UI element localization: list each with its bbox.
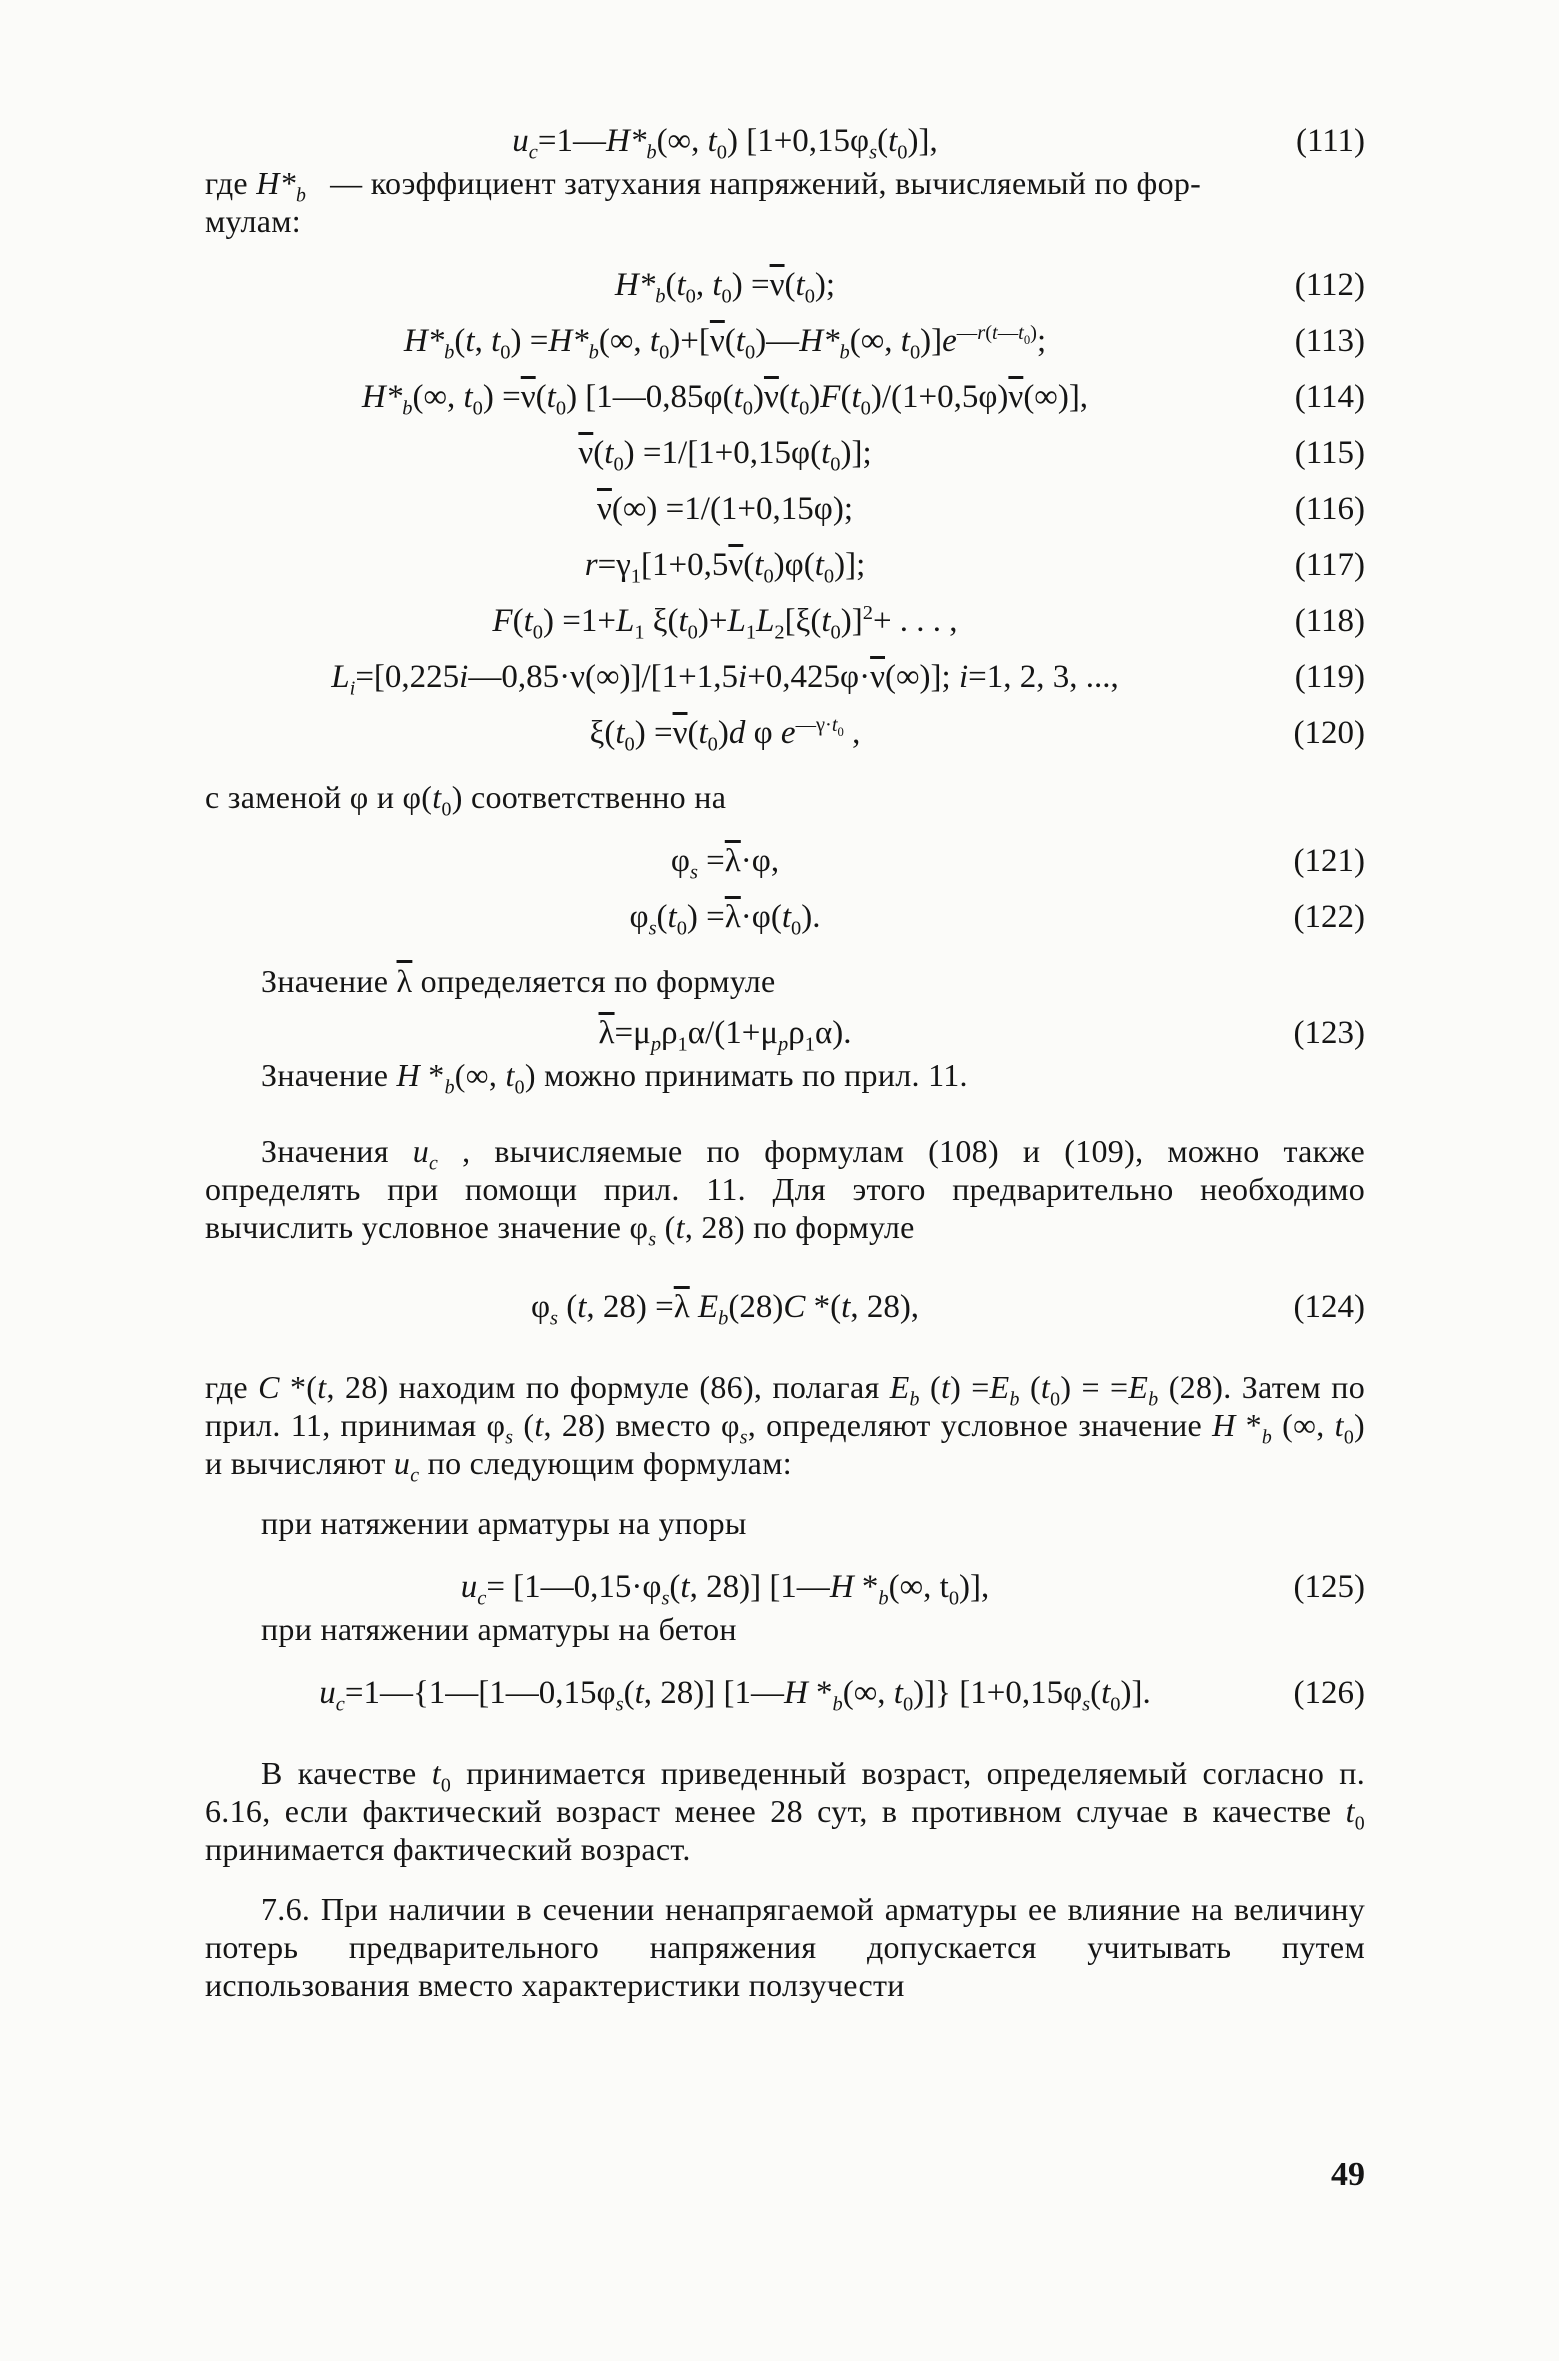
equation-115 xyxy=(205,430,1365,476)
equation-number: (126) xyxy=(1293,1675,1365,1711)
formula: $L_i=[0,225i—0,85\cdot\nu(\infty)]/[1+1,5i+0,425\varphi\cdot\overline{\nu}(\infty)]$; i=1, 2, 3, ..., xyxy=(331,659,1119,700)
formula: $H*_b(t_0$, $t_0) =\overline{\nu}(t_0)$; xyxy=(614,267,836,308)
equation-117 xyxy=(205,542,1365,588)
where-hb-body: — коэффициент затухания напряжений, вычисляемый по фор- xyxy=(330,165,1202,201)
lambda-formula-text: Значение $\overline{\lambda}$ определяется по формуле xyxy=(261,963,776,999)
equation-number: (116) xyxy=(1294,491,1365,527)
formula: $H*_b(\infty$, $t_0) =\overline{\nu}(t_0)$ $[1—0,85\varphi(t_0)\overline{\nu}(t_0)F(t_0)/(1+0,5\varphi)\overline{\nu}(\infty)]$, xyxy=(361,379,1089,420)
formula: $\overline{\lambda}=\mu_p\rho_1\alpha/(1+\mu_p\rho_1\alpha)$. xyxy=(598,1015,852,1056)
formula: $\overline{\nu}(t_0) =1/[1+0,15\varphi(t_0)]$; xyxy=(578,435,872,476)
tension-concrete-label: при натяжении арматуры на бетон xyxy=(261,1611,737,1647)
where-hb-lead: где $H*_b$ xyxy=(205,165,307,207)
equation-number: (124) xyxy=(1293,1289,1365,1325)
where-hb-line xyxy=(205,164,1365,207)
page-number: 49 xyxy=(1331,2156,1365,2193)
equation-number: (122) xyxy=(1293,899,1365,935)
equation-number: (120) xyxy=(1293,715,1365,751)
equation-111 xyxy=(205,118,1365,164)
equation-119 xyxy=(205,654,1365,700)
formula: $\xi(t_0) =\overline{\nu}(t_0)d$ φ $e^{—\gamma\cdot t_0}$ , xyxy=(589,714,861,756)
equation-number: (123) xyxy=(1293,1015,1365,1051)
equation-122 xyxy=(205,894,1365,940)
equation-number: (119) xyxy=(1294,659,1365,695)
section-7-6-paragraph: 7.6. При наличии в сечении ненапрягаемой арматуры ее влияние на величину потерь предварительного напряжения допускается учитывать путем использования вместо характеристики ползучести xyxy=(205,1891,1365,2003)
where-hb-cont: мулам: xyxy=(205,203,301,239)
formula: $\varphi_s$ (t, $28) =\overline{\lambda}$ $E_b(28)C$ *(t, 28), xyxy=(530,1289,920,1330)
formula: $r=\gamma_1[1+0,5\overline{\nu}(t_0)\varphi(t_0)]$; xyxy=(584,547,866,588)
equation-number: (113) xyxy=(1294,323,1365,359)
formula: $u_c=$ [$1—0,15\cdot\varphi_s(t$, 28)] [1—H $*_b(\infty$, $t_0$)], xyxy=(460,1569,990,1610)
equation-number: (112) xyxy=(1294,267,1365,303)
formula: $H*_b(t$, $t_0) =H*_b(\infty$, $t_0)+[\overline{\nu}(t_0)—H*_b(\infty$, $t_0)]e^{—r(t—t_0)}$; xyxy=(403,322,1047,364)
replace-phi-text: с заменой φ и $\varphi(t_0)$ соответственно на xyxy=(205,779,727,821)
formula: $\overline{\nu}(\infty) =1/(1+0,15\varphi)$; xyxy=(596,491,853,527)
equation-number: (125) xyxy=(1293,1569,1365,1605)
equation-118 xyxy=(205,598,1365,644)
equation-number: (111) xyxy=(1295,123,1365,159)
equation-112 xyxy=(205,262,1365,308)
formula: $u_c=1—H*_b(\infty$, $t_0$) $[1+0,15\varphi_s(t_0)]$, xyxy=(512,123,938,164)
equation-126 xyxy=(205,1670,1365,1716)
equation-number: (118) xyxy=(1294,603,1365,639)
equation-124 xyxy=(205,1284,1365,1330)
equation-125 xyxy=(205,1564,1365,1610)
equation-121 xyxy=(205,838,1365,884)
page-body xyxy=(205,118,1365,2004)
formula: $u_c=1—\{1—[1—0,15\varphi_s(t$, 28)] [1—H $*_b(\infty$, $t_0$)]} $[1+0,15\varphi_s(t_0)]$. xyxy=(319,1675,1151,1716)
equation-number: (117) xyxy=(1294,547,1365,583)
equation-113 xyxy=(205,318,1365,364)
formula: $\varphi_s =\overline{\lambda}\cdot\varphi$, xyxy=(670,843,780,884)
formula: $F(t_0) =1+L_1$ $\xi(t_0)+L_1L_2[\xi(t_0)]^2+$ . . . , xyxy=(492,602,958,644)
equation-114 xyxy=(205,374,1365,420)
equation-number: (121) xyxy=(1293,843,1365,879)
equation-120 xyxy=(205,710,1365,756)
formula: $\varphi_s(t_0) =\overline{\lambda}\cdot\varphi(t_0)$. xyxy=(629,899,821,940)
uc-values-paragraph: Значения $u_c$ , вычисляемые по формулам (108) и (109), можно также определять при помощи прил. 11. Для этого предварительно необходимо вычислить условное значение $\varphi_s$ (t, 28) по формуле xyxy=(205,1133,1365,1251)
tension-stops-label: при натяжении арматуры на упоры xyxy=(261,1505,747,1541)
equation-123 xyxy=(205,1010,1365,1056)
reduced-age-paragraph: В качестве $t_0$ принимается приведенный возраст, определяемый согласно п. 6.16, если фактический возраст менее 28 сут, в противном случае в качестве $t_0$ принимается фактический возраст. xyxy=(205,1755,1365,1867)
where-c-paragraph: где C *(t, 28) находим по формуле (86), полагая $E_b$ $(t) =E_b$ $(t_0) = =E_b$ (28). Затем по прил. 11, принимая $\varphi_s$ (t, 28) вместо $\varphi_s$, определяют условное значение H $*_b$ (∞, $t_0$) и вычисляют $u_c$ по следующим формулам: xyxy=(205,1369,1366,1487)
equation-116 xyxy=(205,486,1365,532)
equation-number: (114) xyxy=(1294,379,1365,415)
hb-appendix-text: Значение H $*_b(\infty$, $t_0$) можно принимать по прил. 11. xyxy=(261,1057,968,1099)
equation-number: (115) xyxy=(1294,435,1365,471)
